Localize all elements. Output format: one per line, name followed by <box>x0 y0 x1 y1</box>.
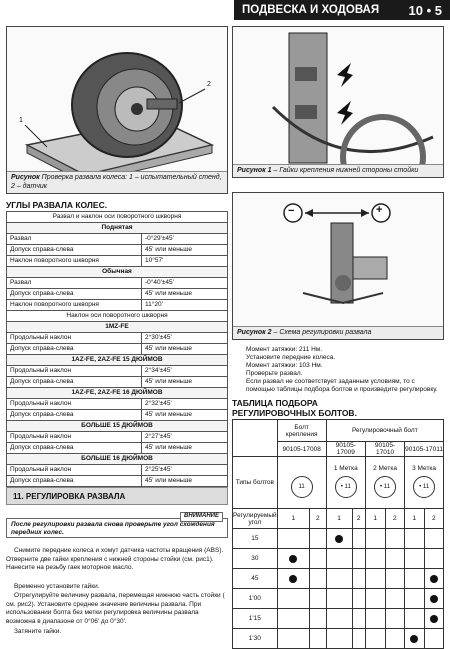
angles-label: Допуск справа-слева <box>7 377 142 388</box>
bolt-selection-cell <box>352 629 365 649</box>
angles-row <box>7 377 228 388</box>
bolt-selection-cell <box>365 529 385 549</box>
angles-label: Продольный наклон <box>7 432 142 443</box>
angles-label: Допуск справа-слева <box>7 289 142 300</box>
bolt-selection-cell <box>326 589 352 609</box>
bolt-subcol-number: 1 <box>277 509 309 529</box>
angles-group-title: Наклон оси поворотного шкворня <box>7 311 228 322</box>
bolt-subcol-number: 1 <box>326 509 352 529</box>
adjust-illustration <box>233 193 444 340</box>
angles-group-title: Развал и наклон оси поворотного шкворня <box>7 212 228 223</box>
angles-value: 2°34'±45' <box>142 366 228 377</box>
angles-value: 11°20' <box>142 300 228 311</box>
section-11-title: 11. РЕГУЛИРОВКА РАЗВАЛА <box>6 487 228 505</box>
angles-label: Наклон поворотного шкворня <box>7 256 142 267</box>
bolt-selection-cell <box>365 589 385 609</box>
bolt-type-cell <box>365 457 404 509</box>
bolt-selection-cell <box>365 629 385 649</box>
warning-text: После регулировки развала снова проверьте угол схождения передних колес. <box>11 521 215 537</box>
bolt-selection-cell <box>365 569 385 589</box>
bolt-selection-cell <box>310 549 327 569</box>
bolt-angle-value: 30 <box>233 549 278 569</box>
bolt-selection-cell <box>405 569 424 589</box>
bolt-subcol-number: 2 <box>310 509 327 529</box>
bolt-selection-cell <box>424 529 443 549</box>
warning-tag: ВНИМАНИЕ <box>180 512 223 522</box>
paragraph-1: Снимите передние колеса и хомут датчика частоты вращения (ABS). Отверните две гайки крепления с нижней стороны стойки (см. рис1). Нанесите на резьбу гаек моторное масло. <box>6 547 224 572</box>
bolt-part-number: 90105-17011 <box>405 442 444 457</box>
angles-value: -0°40'±45' <box>142 278 228 289</box>
bolt-mark-label: 3 Метка <box>412 465 437 472</box>
bolt-angle-value: 1'15 <box>233 609 278 629</box>
angles-value: -0°29'±45' <box>142 234 228 245</box>
paragraph-2: Временно установите гайки. <box>14 583 100 590</box>
bolt-angle-row <box>233 569 444 589</box>
bolt-part-number: 90105-17010 <box>365 442 404 457</box>
bolt-selection-cell <box>352 569 365 589</box>
bolt-table-heading-2: РЕГУЛИРОВОЧНЫХ БОЛТОВ. <box>232 408 357 418</box>
bolt-selection-cell <box>310 629 327 649</box>
bolt-selection-cell <box>405 589 424 609</box>
bolt-selection-cell <box>385 589 405 609</box>
angles-row <box>7 289 228 300</box>
angles-row <box>7 410 228 421</box>
bolt-selection-cell <box>326 549 352 569</box>
caption-title: Рисунок <box>11 174 40 182</box>
angles-heading: УГЛЫ РАЗВАЛА КОЛЕС. <box>6 200 108 210</box>
bolt-selection-cell <box>424 589 443 609</box>
selected-dot-icon <box>430 575 438 583</box>
figure-strut-nuts <box>232 26 444 178</box>
angles-label: Развал <box>7 278 142 289</box>
bolt-selection-cell <box>405 549 424 569</box>
angles-value: 10°57' <box>142 256 228 267</box>
warning-box <box>6 513 228 538</box>
instruction-line: Если развал не соответствует заданным условиям, то с помощью таблицы подбора болтов и произведите регулировку. <box>246 378 438 393</box>
angles-label: Допуск справа-слева <box>7 245 142 256</box>
angles-row <box>7 388 228 399</box>
angles-label: Продольный наклон <box>7 465 142 476</box>
angles-value: 45' или меньше <box>142 344 228 355</box>
bolt-angle-row <box>233 529 444 549</box>
bolt-selection-cell <box>385 629 405 649</box>
bolt-head-label: • 11 <box>419 484 430 490</box>
bolt-selection-cell <box>277 569 309 589</box>
bolt-head-label: 11 <box>298 484 305 490</box>
bolt-selection-cell <box>365 549 385 569</box>
bolt-selection-cell <box>310 569 327 589</box>
angles-row <box>7 278 228 289</box>
bolt-selection-cell <box>405 629 424 649</box>
minus-sign: − <box>288 205 295 217</box>
bolt-selection-cell <box>385 609 405 629</box>
figure-adjust-scheme <box>232 192 444 340</box>
angles-label: Допуск справа-слева <box>7 344 142 355</box>
figure-caption <box>233 164 443 177</box>
caption-text: – Схема регулировки развала <box>271 328 372 336</box>
bolt-head-icon <box>291 476 313 498</box>
caption-text: Проверка развала колеса: 1 – испытательный стенд, 2 – датчик <box>11 174 222 190</box>
angles-value: 45' или меньше <box>142 289 228 300</box>
page-number: 10 • 5 <box>408 2 442 18</box>
angles-row <box>7 344 228 355</box>
bolt-selection-cell <box>310 609 327 629</box>
angles-label: Допуск справа-слева <box>7 443 142 454</box>
paragraph-4: Затяните гайки. <box>14 628 62 635</box>
angles-row <box>7 267 228 278</box>
angles-row <box>7 454 228 465</box>
angles-row <box>7 465 228 476</box>
bolt-mark-label: 1 Метка <box>333 465 358 472</box>
strut-illustration <box>233 27 444 178</box>
angles-label: Допуск справа-слева <box>7 410 142 421</box>
bolt-subcol-number: 1 <box>365 509 385 529</box>
angles-label: Развал <box>7 234 142 245</box>
bolt-selection-cell <box>352 609 365 629</box>
bolt-selection-cell <box>405 609 424 629</box>
paragraph-3: Отрегулируйте величину развала, перемещая нижнюю часть стойки ( см. рис2). Установите среднее значение величины развала. При использовании болта без метки регулировка величины развала возможна в диапазоне от 0°06' до 0°30'. <box>6 592 225 625</box>
figure-caption <box>233 326 443 339</box>
angles-row <box>7 355 228 366</box>
bolt-selection-cell <box>310 529 327 549</box>
bolt-mark-label: 2 Метка <box>373 465 397 472</box>
caption-text: – Гайки крепления нижней стороны стойки <box>271 166 419 174</box>
instruction-line: Момент затяжки: 103 Нм. <box>246 362 323 369</box>
bolt-selection-cell <box>277 629 309 649</box>
selected-dot-icon <box>410 635 418 643</box>
angles-row <box>7 399 228 410</box>
caption-title: Рисунок 1 <box>237 166 272 174</box>
page-header <box>234 0 450 20</box>
bolt-table-heading-1: ТАБЛИЦА ПОДБОРА <box>232 398 318 408</box>
bolt-selection-cell <box>352 549 365 569</box>
bolt-selection-cell <box>424 629 443 649</box>
right-instructions <box>246 346 444 394</box>
bolt-angle-value: 15 <box>233 529 278 549</box>
angles-row <box>7 432 228 443</box>
row-angle-label: Регулируемый угол <box>233 509 278 529</box>
angles-row <box>7 322 228 333</box>
bolt-angle-value: 1'00 <box>233 589 278 609</box>
bolt-angle-row <box>233 629 444 649</box>
angles-value: 2°32'±45' <box>142 399 228 410</box>
angles-row <box>7 234 228 245</box>
plus-sign: + <box>376 204 383 216</box>
angles-row <box>7 366 228 377</box>
angles-row <box>7 443 228 454</box>
col-adjust-header: Регулировочный болт <box>326 420 443 442</box>
bolt-selection-cell <box>326 529 352 549</box>
row-types-label: Типы болтов <box>233 457 278 509</box>
angles-value: 45' или меньше <box>142 476 228 487</box>
bolt-type-cell <box>405 457 444 509</box>
instruction-line: Момент затяжки: 211 Нм. <box>246 346 323 353</box>
angles-section-title: БОЛЬШЕ 15 ДЮЙМОВ <box>7 421 228 432</box>
angles-row <box>7 256 228 267</box>
bolt-selection-cell <box>326 569 352 589</box>
angles-value: 45' или меньше <box>142 443 228 454</box>
angles-section-title: 1AZ-FE, 2AZ-FE 15 ДЮЙМОВ <box>7 355 228 366</box>
bolt-type-cell <box>326 457 365 509</box>
bolt-head-label: • 11 <box>340 484 351 490</box>
figure-caption <box>7 171 227 193</box>
bolt-head-icon <box>335 476 357 498</box>
bolt-selection-cell <box>385 529 405 549</box>
bolt-subcol-number: 2 <box>424 509 443 529</box>
selected-dot-icon <box>335 535 343 543</box>
angles-value: 45' или меньше <box>142 377 228 388</box>
bolt-type-cell <box>277 457 326 509</box>
bolt-selection-cell <box>385 549 405 569</box>
angles-label: Продольный наклон <box>7 333 142 344</box>
callout-2: 2 <box>207 81 211 88</box>
angles-row <box>7 300 228 311</box>
selected-dot-icon <box>430 595 438 603</box>
bolt-angle-row <box>233 609 444 629</box>
angles-row <box>7 245 228 256</box>
bolt-angle-value: 1'30 <box>233 629 278 649</box>
bolt-selection-cell <box>277 589 309 609</box>
bolt-selection-cell <box>424 549 443 569</box>
bolt-head-icon <box>413 476 435 498</box>
angles-row <box>7 212 228 223</box>
angles-label: Продольный наклон <box>7 399 142 410</box>
bolt-mark-label <box>278 465 326 474</box>
bolt-selection-cell <box>310 589 327 609</box>
angles-value: 2°30'±45' <box>142 333 228 344</box>
angles-table <box>6 211 228 487</box>
instruction-line: Установите передние колеса. <box>246 354 336 361</box>
bolt-selection-cell <box>352 589 365 609</box>
angles-value: 2°25'±45' <box>142 465 228 476</box>
angles-label: Продольный наклон <box>7 366 142 377</box>
bolt-selection-cell <box>277 529 309 549</box>
callout-1: 1 <box>19 117 23 124</box>
bolt-selection-cell <box>352 529 365 549</box>
angles-value: 45' или меньше <box>142 245 228 256</box>
bolt-selection-cell <box>277 609 309 629</box>
bolt-selection-cell <box>385 569 405 589</box>
bolt-head-label: • 11 <box>380 484 391 490</box>
angles-label: Допуск справа-слева <box>7 476 142 487</box>
bolt-subcol-number: 1 <box>405 509 424 529</box>
angles-section-title: Обычная <box>7 267 228 278</box>
angles-row <box>7 333 228 344</box>
angles-section-title: БОЛЬШЕ 16 ДЮЙМОВ <box>7 454 228 465</box>
bolt-table <box>232 419 444 649</box>
angles-section-title: Поднятая <box>7 223 228 234</box>
bolt-subcol-number: 2 <box>352 509 365 529</box>
angles-row <box>7 476 228 487</box>
bolt-angle-row <box>233 589 444 609</box>
figure-wheel-test <box>6 26 228 194</box>
bolt-angle-value: 45 <box>233 569 278 589</box>
bolt-selection-cell <box>405 529 424 549</box>
bolt-subcol-number: 2 <box>385 509 405 529</box>
header-title: ПОДВЕСКА И ХОДОВАЯ <box>242 4 380 16</box>
col-mount-header: Болт крепления <box>277 420 326 442</box>
angles-row <box>7 311 228 322</box>
bolt-selection-cell <box>424 609 443 629</box>
selected-dot-icon <box>289 555 297 563</box>
angles-value: 2°27'±45' <box>142 432 228 443</box>
angles-row <box>7 223 228 234</box>
caption-title: Рисунок 2 <box>237 328 272 336</box>
bolt-selection-cell <box>365 609 385 629</box>
instruction-line: Проверьте развал. <box>246 370 303 377</box>
bolt-selection-cell <box>424 569 443 589</box>
angles-section-title: 1MZ-FE <box>7 322 228 333</box>
bolt-selection-cell <box>326 609 352 629</box>
selected-dot-icon <box>430 615 438 623</box>
bolt-angle-row <box>233 549 444 569</box>
angles-row <box>7 421 228 432</box>
bolt-selection-cell <box>326 629 352 649</box>
bolt-selection-cell <box>277 549 309 569</box>
selected-dot-icon <box>289 575 297 583</box>
angles-label: Наклон поворотного шкворня <box>7 300 142 311</box>
wheel-test-illustration <box>7 27 228 194</box>
bolt-head-icon <box>374 476 396 498</box>
bolt-part-number: 90105-17008 <box>277 442 326 457</box>
angles-section-title: 1AZ-FE, 2AZ-FE 16 ДЮЙМОВ <box>7 388 228 399</box>
angles-value: 45' или меньше <box>142 410 228 421</box>
bolt-part-number: 90105-17009 <box>326 442 365 457</box>
